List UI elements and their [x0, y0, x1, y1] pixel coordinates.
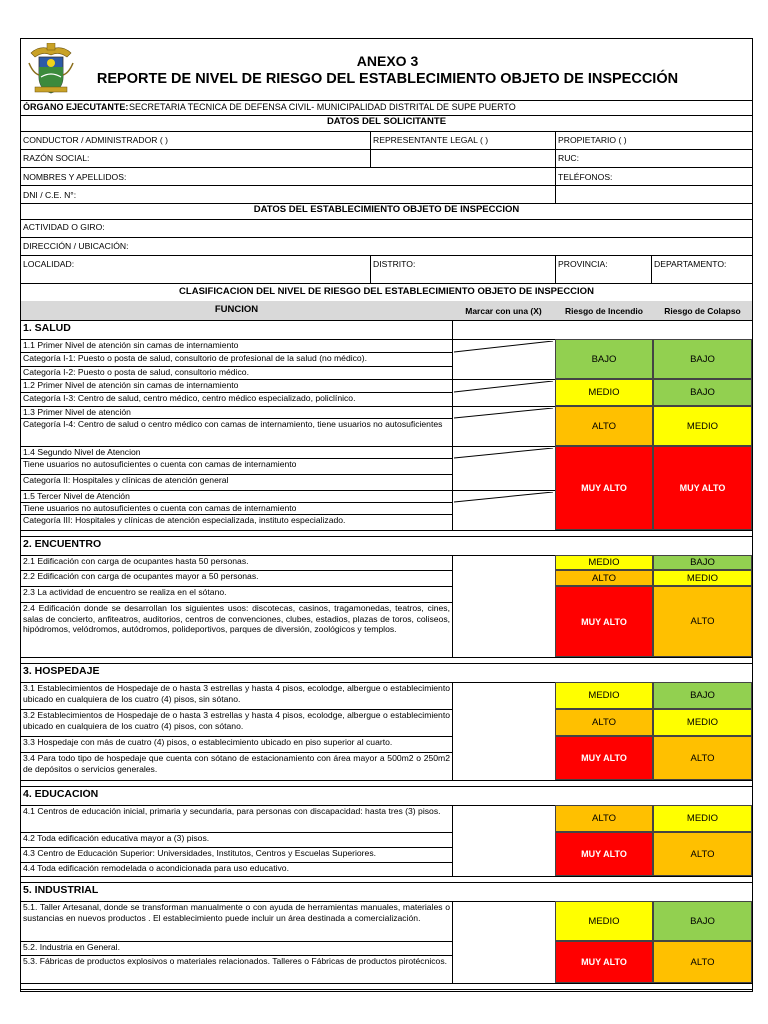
- salud-row-5: 1.3 Primer Nivel de atención: [23, 407, 131, 417]
- salud-1-4-1-5-colapso: MUY ALTO: [653, 446, 752, 530]
- hospedaje-risk-2-incendio: MUY ALTO: [555, 736, 653, 780]
- industrial-risk-1-colapso: ALTO: [653, 941, 752, 983]
- grid-line: [21, 983, 452, 984]
- hospedaje-risk-1-incendio: ALTO: [555, 709, 653, 736]
- salud-row-12: Categoría III: Hospitales y clínicas de atención especializada, instituto especializado.: [23, 515, 346, 525]
- grid-line: [21, 536, 752, 537]
- establecimiento-title: DATOS DEL ESTABLECIMIENTO OBJETO DE INSPECCION: [253, 205, 520, 215]
- grid-line: [452, 955, 453, 983]
- hospedaje-row-3: 3.4 Para todo tipo de hospedaje que cuenta con sótano de estacionamiento con área mayor a 500m2 o 250m2 de depósitos o servicios generales.: [23, 753, 450, 774]
- grid-line: [452, 780, 752, 781]
- ruc-field: RUC:: [558, 153, 580, 163]
- grid-line: [452, 862, 453, 876]
- grid-line: [21, 876, 452, 877]
- section-educacion-heading: 4. EDUCACIÓN: [23, 789, 99, 800]
- encuentro-row-3: 2.4 Edificación donde se desarrollan los siguientes usos: discotecas, casinos, tragamonedas, teatros, cines, salas de concierto, anfiteatros, auditorios, centros de convenciones, clubes, estadios, plazas de toros, coliseos, hipódromos, velódromos, autódromos, polideportivos, parques de diversión, zoológicos y templos.: [23, 603, 450, 635]
- nombres-field: NOMBRES Y APELLIDOS:: [23, 172, 127, 182]
- hospedaje-row-1: 3.2 Establecimientos de Hospedaje de o hasta 3 estrellas y hasta 4 pisos, ecolodge, albergue o establecimiento ubicado en cualquiera de los cuatro (4) pisos, con sótano.: [23, 710, 450, 731]
- salud-1-2-incendio: MEDIO: [555, 379, 653, 406]
- educacion-risk-1-incendio: MUY ALTO: [555, 832, 653, 876]
- grid-line: [452, 876, 752, 877]
- strike-line: [454, 408, 555, 420]
- grid-line: [452, 570, 453, 586]
- section-salud-heading: 1. SALUD: [23, 323, 71, 334]
- grid-line: [452, 406, 555, 407]
- grid-line: [452, 682, 453, 709]
- document-title: ANEXO 3: [356, 53, 419, 69]
- encuentro-risk-0-colapso: BAJO: [653, 555, 752, 570]
- grid-line: [21, 657, 452, 658]
- industrial-risk-0-incendio: MEDIO: [555, 901, 653, 941]
- grid-line: [21, 219, 752, 220]
- educacion-row-2: 4.3 Centro de Educación Superior: Universidades, Institutos, Centros y Escuelas Superiores.: [23, 848, 377, 858]
- col-funcion-header: FUNCIÓN: [214, 305, 259, 315]
- salud-row-6: Categoría I-4: Centro de salud o centro médico con camas de internamiento, tiene usuarios no autosuficientes: [23, 419, 443, 429]
- document-page: [20, 38, 753, 992]
- grid-line: [21, 780, 452, 781]
- distrito-field: DISTRITO:: [373, 259, 416, 269]
- encuentro-row-0: 2.1 Edificación con carga de ocupantes hasta 50 personas.: [23, 556, 249, 566]
- encuentro-risk-2-incendio: MUY ALTO: [555, 586, 653, 657]
- grid-line: [21, 237, 752, 238]
- grid-line: [21, 989, 752, 990]
- grid-line: [452, 847, 453, 862]
- section-hospedaje-heading: 3. HOSPEDAJE: [23, 666, 100, 677]
- grid-line: [452, 602, 453, 657]
- encuentro-row-1: 2.2 Edificación con carga de ocupantes mayor a 50 personas.: [23, 571, 259, 581]
- salud-row-10: 1.5 Tercer Nivel de Atención: [23, 491, 130, 501]
- industrial-risk-1-incendio: MUY ALTO: [555, 941, 653, 983]
- educacion-risk-1-colapso: ALTO: [653, 832, 752, 876]
- salud-row-3: 1.2 Primer Nivel de atención sin camas de internamiento: [23, 380, 239, 390]
- grid-line: [21, 663, 752, 664]
- grid-line: [21, 149, 752, 150]
- hospedaje-risk-0-incendio: MEDIO: [555, 682, 653, 709]
- grid-line: [21, 283, 752, 284]
- salud-row-9: Categoría II: Hospitales y clínicas de atención general: [23, 475, 229, 485]
- grid-line: [452, 586, 453, 602]
- grid-line: [452, 983, 752, 984]
- grid-line: [452, 490, 555, 491]
- grid-line: [21, 115, 752, 116]
- grid-line: [21, 203, 752, 204]
- grid-line: [452, 555, 453, 570]
- conductor-field: CONDUCTOR / ADMINISTRADOR ( ): [23, 135, 168, 145]
- industrial-row-0: 5.1. Taller Artesanal, donde se transforman manualmente o con ayuda de herramientas manuales, materiales o sustancias en nuevos productos . El establecimiento puede incluir un área destinada a comercialización.: [23, 902, 450, 923]
- grid-line: [21, 167, 752, 168]
- grid-line: [452, 805, 453, 832]
- strike-line: [454, 448, 555, 460]
- salud-row-1: Categoría I-1: Puesto o posta de salud, consultorio de profesional de la salud (no médico).: [23, 353, 367, 363]
- grid-line: [452, 752, 453, 780]
- col-incendio-header: Riesgo de Incendio: [565, 306, 643, 316]
- grid-line: [452, 339, 555, 340]
- hospedaje-row-0: 3.1 Establecimientos de Hospedaje de o hasta 3 estrellas y hasta 4 pisos, ecolodge, albergue o establecimiento ubicado en cualquiera de los cuatro (4) pisos, sin sótano.: [23, 683, 450, 704]
- strike-line: [454, 492, 555, 504]
- razon-social-field: RAZÓN SOCIAL:: [23, 153, 90, 163]
- grid-line: [651, 255, 652, 283]
- grid-line: [21, 131, 752, 132]
- encuentro-risk-2-colapso: ALTO: [653, 586, 752, 657]
- salud-1-3-incendio: ALTO: [555, 406, 653, 446]
- salud-row-7: 1.4 Segundo Nivel de Atencion: [23, 447, 141, 457]
- solicitante-title: DATOS DEL SOLICITANTE: [326, 117, 447, 127]
- grid-line: [21, 320, 752, 321]
- grid-line: [452, 379, 555, 380]
- col-colapso-header: Riesgo de Colapso: [664, 306, 741, 316]
- hospedaje-risk-0-colapso: BAJO: [653, 682, 752, 709]
- educacion-row-1: 4.2 Toda edificación educativa mayor a (3) pisos.: [23, 833, 210, 843]
- organo-label: ÓRGANO EJECUTANTE:: [23, 102, 129, 112]
- grid-line: [452, 657, 752, 658]
- telefonos-field: TELÉFONOS:: [558, 172, 613, 182]
- actividad-field: ACTIVIDAD O GIRO:: [23, 222, 105, 232]
- departamento-field: DEPARTAMENTO:: [654, 259, 727, 269]
- grid-line: [452, 320, 453, 530]
- salud-row-2: Categoría I-2: Puesto o posta de salud, consultorio médico.: [23, 367, 249, 377]
- educacion-row-3: 4.4 Toda edificación remodelada o acondicionada para uso educativo.: [23, 863, 289, 873]
- grid-line: [21, 185, 752, 186]
- grid-line: [21, 530, 452, 531]
- grid-line: [452, 530, 752, 531]
- grid-line: [452, 446, 555, 447]
- grid-line: [452, 832, 453, 847]
- grid-line: [21, 255, 752, 256]
- salud-row-0: 1.1 Primer Nivel de atención sin camas de internamiento: [23, 340, 239, 350]
- representante-field: REPRESENTANTE LEGAL ( ): [373, 135, 489, 145]
- grid-line: [452, 736, 453, 752]
- document-subtitle: REPORTE DE NIVEL DE RIESGO DEL ESTABLECIMIENTO OBJETO DE INSPECCIÓN: [96, 71, 679, 87]
- section-encuentro-heading: 2. ENCUENTRO: [23, 539, 102, 550]
- encuentro-risk-1-colapso: MEDIO: [653, 570, 752, 586]
- educacion-risk-0-colapso: MEDIO: [653, 805, 752, 832]
- hospedaje-row-2: 3.3 Hospedaje con más de cuatro (4) pisos, o establecimiento ubicado en piso superior al cuarto.: [23, 737, 393, 747]
- organo-value: SECRETARIA TECNICA DE DEFENSA CIVIL- MUNICIPALIDAD DISTRITAL DE SUPE PUERTO: [129, 102, 516, 112]
- localidad-field: LOCALIDAD:: [23, 259, 75, 269]
- clasificacion-title: CLASIFICACIÓN DEL NIVEL DE RIESGO DEL ESTABLECIMIENTO OBJETO DE INSPECCIÓN: [179, 287, 594, 297]
- grid-line: [555, 255, 556, 283]
- salud-1-1-incendio: BAJO: [555, 339, 653, 379]
- dni-field: DNI / C.E. N°:: [23, 190, 77, 200]
- encuentro-risk-0-incendio: MEDIO: [555, 555, 653, 570]
- col-marcar-header: Marcar con una (X): [465, 306, 542, 316]
- educacion-risk-0-incendio: ALTO: [555, 805, 653, 832]
- grid-line: [370, 255, 371, 283]
- salud-row-4: Categoría I-3: Centro de salud, centro médico, centro médico especializado, policlínico.: [23, 393, 356, 403]
- strike-line: [454, 341, 555, 354]
- strike-line: [454, 381, 555, 394]
- salud-1-2-colapso: BAJO: [653, 379, 752, 406]
- educacion-row-0: 4.1 Centros de educación inicial, primaria y secundaria, para personas con discapacidad: hasta tres (3) pisos.: [23, 806, 441, 816]
- industrial-row-2: 5.3. Fábricas de productos explosivos o materiales relacionados. Talleres o Fábricas de productos pirotécnicos.: [23, 956, 448, 966]
- municipal-coat-of-arms-icon: [27, 43, 75, 95]
- grid-line: [21, 882, 752, 883]
- grid-line: [452, 941, 453, 955]
- propietario-field: PROPIETARIO ( ): [558, 135, 627, 145]
- industrial-row-1: 5.2. Industria en General.: [23, 942, 120, 952]
- grid-line: [452, 901, 453, 941]
- encuentro-row-2: 2.3 La actividad de encuentro se realiza en el sótano.: [23, 587, 227, 597]
- salud-1-4-1-5-incendio: MUY ALTO: [555, 446, 653, 530]
- direccion-field: DIRECCIÓN / UBICACIÓN:: [23, 241, 129, 251]
- hospedaje-risk-1-colapso: MEDIO: [653, 709, 752, 736]
- salud-row-8: Tiene usuarios no autosuficientes o cuenta con camas de internamiento: [23, 459, 297, 469]
- hospedaje-risk-2-colapso: ALTO: [653, 736, 752, 780]
- salud-1-3-colapso: MEDIO: [653, 406, 752, 446]
- encuentro-risk-1-incendio: ALTO: [555, 570, 653, 586]
- grid-line: [452, 709, 453, 736]
- grid-line: [21, 100, 752, 101]
- provincia-field: PROVINCIA:: [558, 259, 608, 269]
- salud-row-11: Tiene usuarios no autosuficientes o cuenta con camas de internamiento: [23, 503, 297, 513]
- section-industrial-heading: 5. INDUSTRIAL: [23, 885, 99, 896]
- salud-1-1-colapso: BAJO: [653, 339, 752, 379]
- grid-line: [21, 786, 752, 787]
- industrial-risk-0-colapso: BAJO: [653, 901, 752, 941]
